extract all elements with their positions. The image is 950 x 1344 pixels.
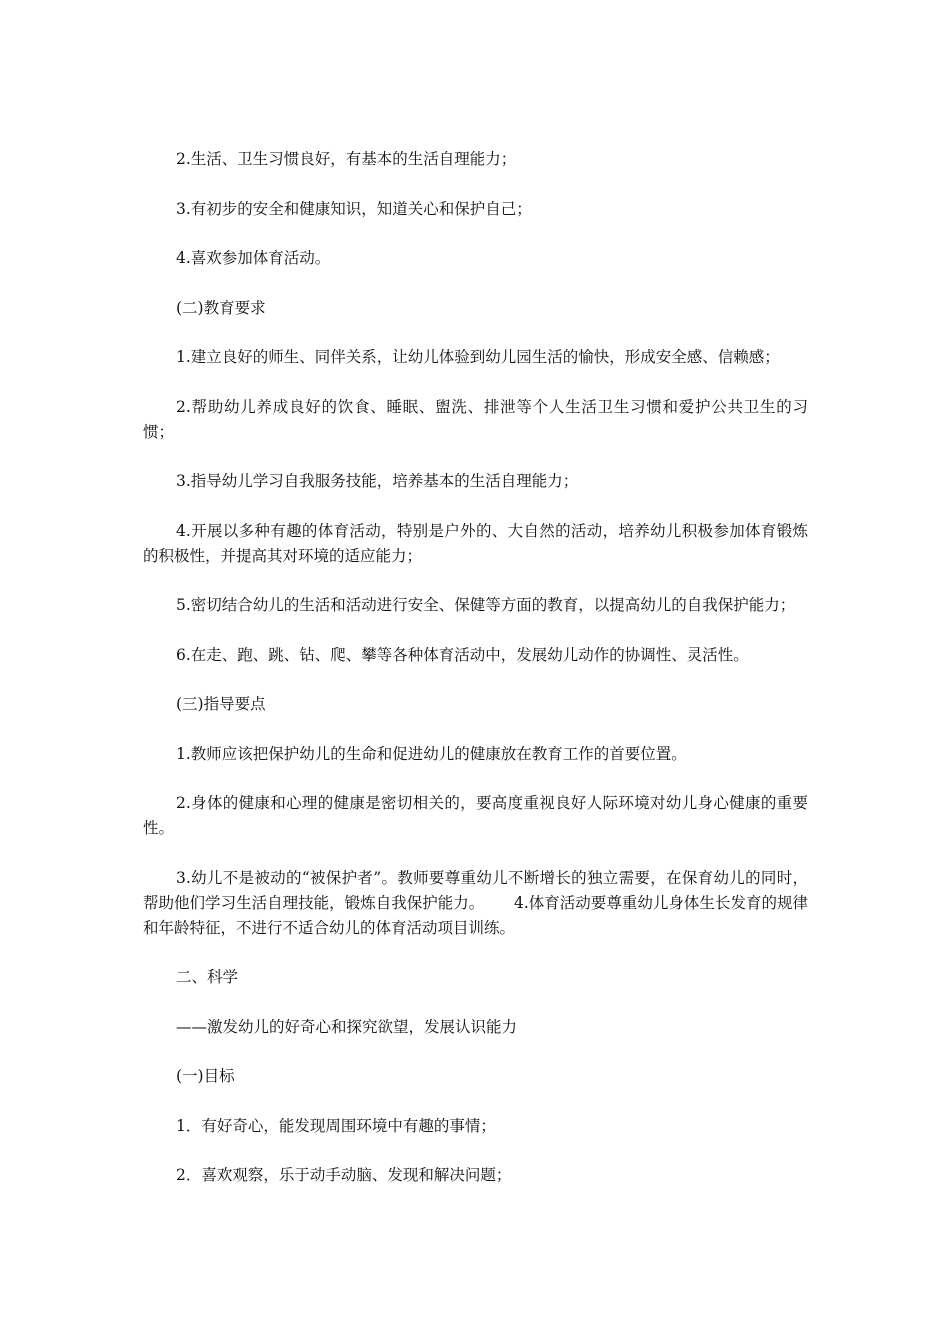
requirement-item-3: 3.指导幼儿学习自我服务技能，培养基本的生活自理能力； xyxy=(176,472,579,490)
requirement-item-1: 1.建立良好的师生、同伴关系，让幼儿体验到幼儿园生活的愉快，形成安全感、信赖感； xyxy=(176,348,780,366)
goal-item-3: 3.有初步的安全和健康知识，知道关心和保护自己； xyxy=(176,199,532,218)
requirement-item-5: 5.密切结合幼儿的生活和活动进行安全、保健等方面的教育，以提高幼儿的自我保护能力； xyxy=(176,596,796,614)
guidance-item-2: 2.身体的健康和心理的健康是密切相关的，要高度重视良好人际环境对幼儿身心健康的重要性。 xyxy=(143,794,808,837)
goal-item-4: 4.喜欢参加体育活动。 xyxy=(176,249,331,267)
section-heading-education-requirements: (二)教育要求 xyxy=(176,298,266,317)
document-body xyxy=(143,147,808,1213)
science-goal-item-1: 1．有好奇心，能发现周围环境中有趣的事情； xyxy=(176,1116,496,1135)
requirement-item-2: 2.帮助幼儿养成良好的饮食、睡眠、盥洗、排泄等个人生活卫生习惯和爱护公共卫生的习惯； xyxy=(143,397,808,441)
requirement-item-4: 4.开展以多种有趣的体育活动，特别是户外的、大自然的活动，培养幼儿积极参加体育锻炼的积极性，并提高其对环境的适应能力； xyxy=(143,521,808,565)
science-goal-item-2: 2．喜欢观察，乐于动手动脑、发现和解决问题； xyxy=(176,1166,512,1184)
chapter-subtitle-science: ——激发幼儿的好奇心和探究欲望，发展认识能力 xyxy=(176,1017,518,1036)
section-heading-guidance-points: (三)指导要点 xyxy=(176,695,266,713)
chapter-heading-science: 二、科学 xyxy=(176,968,239,986)
guidance-item-3-4: 3.幼儿不是被动的“被保护者”。教师要尊重幼儿不断增长的独立需要，在保育幼儿的同时，帮助他们学习生活自理技能，锻炼自我保护能力。 4.体育活动要尊重幼儿身体生长发育的规律和年龄特征，不进行不适合幼儿的体育活动项目训练。 xyxy=(143,868,808,937)
guidance-item-1: 1.教师应该把保护幼儿的生命和促进幼儿的健康放在教育工作的首要位置。 xyxy=(176,744,687,763)
requirement-item-6: 6.在走、跑、跳、钻、爬、攀等各种体育活动中，发展幼儿动作的协调性、灵活性。 xyxy=(176,645,749,664)
goal-item-2: 2.生活、卫生习惯良好，有基本的生活自理能力； xyxy=(176,150,517,168)
section-heading-goals: (一)目标 xyxy=(176,1067,235,1085)
